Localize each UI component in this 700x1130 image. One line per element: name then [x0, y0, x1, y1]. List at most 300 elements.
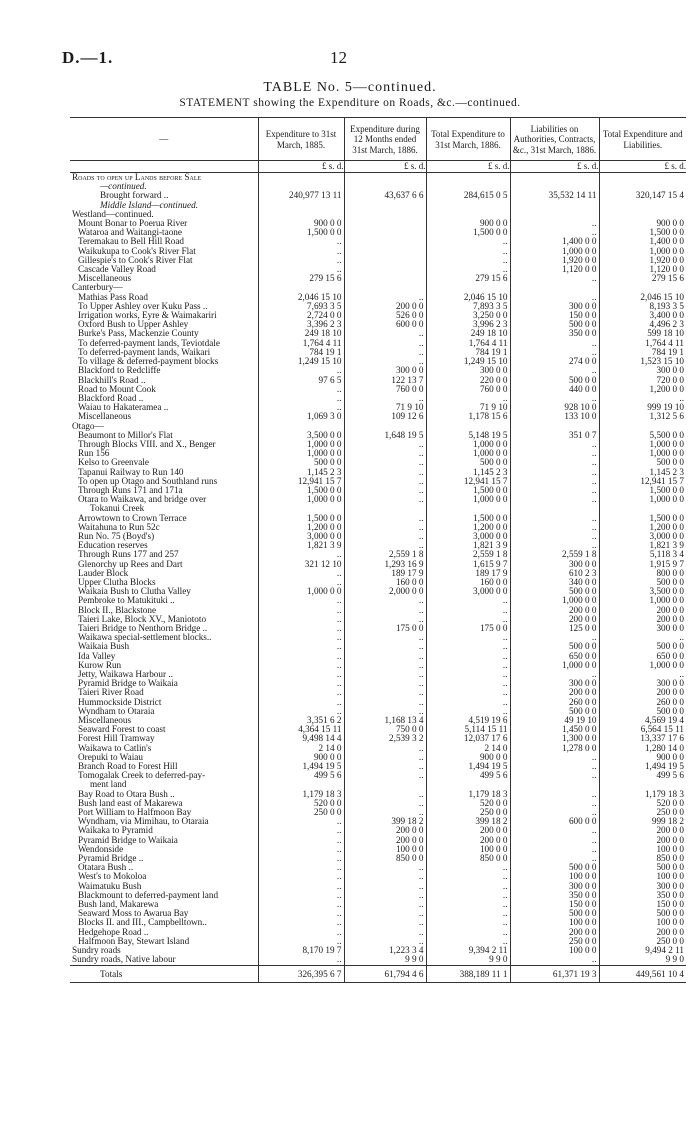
row-label: Pembroke to Matukituki .. — [78, 596, 175, 606]
value-cell: 122 13 7 — [344, 376, 426, 385]
value-cell: 1,494 19 5 — [599, 762, 686, 771]
value-cell: 500 0 0 — [510, 863, 599, 872]
row-label: Blackford to Redcliffe — [78, 366, 161, 376]
value-cell: 520 0 0 — [426, 799, 510, 808]
row-label: Blackford Road .. — [78, 393, 144, 403]
table-row — [70, 753, 686, 762]
value-cell: 399 18 2 — [344, 817, 426, 826]
row-label: Sundry roads — [72, 946, 121, 956]
table-row — [70, 348, 686, 357]
value-cell: .. — [344, 863, 426, 872]
value-cell: 1,069 3 0 — [258, 412, 344, 421]
table-row — [70, 182, 686, 191]
table-row — [70, 624, 686, 633]
value-cell — [258, 422, 344, 431]
value-cell: .. — [510, 762, 599, 771]
row-label: Middle Island—continued. — [100, 200, 198, 210]
value-cell: 109 12 6 — [344, 412, 426, 421]
value-cell: .. — [258, 707, 344, 716]
value-cell: .. — [426, 256, 510, 265]
value-cell: 1,300 0 0 — [510, 734, 599, 743]
value-cell — [426, 504, 510, 513]
row-label: Waikawa to Catlin's — [78, 743, 152, 753]
value-cell: 440 0 0 — [510, 385, 599, 394]
value-cell: 2,046 15 10 — [258, 293, 344, 302]
value-cell: 900 0 0 — [258, 219, 344, 228]
row-label: Run 156 — [78, 449, 110, 459]
row-label: Tapanui Railway to Run 140 — [78, 467, 184, 477]
row-label: To open up Otago and Southland runs — [78, 476, 218, 486]
value-cell: 3,500 0 0 — [258, 431, 344, 440]
value-cell: .. — [344, 679, 426, 688]
value-cell: 350 0 0 — [599, 891, 686, 900]
value-cell: .. — [510, 826, 599, 835]
table-row — [70, 790, 686, 799]
value-cell: 300 0 0 — [510, 679, 599, 688]
value-cell: 1,000 0 0 — [426, 495, 510, 504]
value-cell: .. — [510, 836, 599, 845]
table-row — [70, 569, 686, 578]
totals-label: Totals — [70, 965, 258, 982]
row-label: Wataroa and Waitangi-taone — [78, 228, 182, 238]
value-cell — [599, 504, 686, 513]
units-label: £ s. d. — [344, 161, 426, 173]
table-row — [70, 698, 686, 707]
value-cell: 35,532 14 11 — [510, 191, 599, 200]
value-cell: .. — [344, 661, 426, 670]
table-row — [70, 817, 686, 826]
value-cell: 1,000 0 0 — [599, 440, 686, 449]
row-label: Cascade Valley Road — [78, 265, 156, 275]
value-cell: 12,941 15 7 — [599, 477, 686, 486]
value-cell: 3,500 0 0 — [599, 587, 686, 596]
value-cell: 1,312 5 6 — [599, 412, 686, 421]
table-row — [70, 376, 686, 385]
value-cell: .. — [510, 845, 599, 854]
row-label: Port William to Halfmoon Bay — [78, 808, 192, 818]
value-cell: 350 0 0 — [510, 891, 599, 900]
row-label: Blocks II. and III., Campbelltown.. — [78, 918, 207, 928]
value-cell: 1,145 2 3 — [426, 468, 510, 477]
row-label: Otago— — [72, 421, 104, 431]
value-cell: 300 0 0 — [599, 679, 686, 688]
value-cell: .. — [426, 909, 510, 918]
value-cell: .. — [426, 928, 510, 937]
table-row — [70, 247, 686, 256]
table-row — [70, 688, 686, 697]
value-cell: 2,559 1 8 — [510, 550, 599, 559]
value-cell: 500 0 0 — [510, 587, 599, 596]
value-cell: .. — [426, 615, 510, 624]
page-header — [0, 48, 700, 78]
value-cell: 1,280 14 0 — [599, 744, 686, 753]
table-row — [70, 514, 686, 523]
value-cell — [426, 173, 510, 183]
totals-cell: 61,371 19 3 — [510, 965, 599, 982]
value-cell: 500 0 0 — [599, 458, 686, 467]
table-row — [70, 882, 686, 891]
value-cell: 500 0 0 — [599, 707, 686, 716]
value-cell: 1,179 18 3 — [258, 790, 344, 799]
value-cell: 200 0 0 — [599, 928, 686, 937]
value-cell: .. — [510, 458, 599, 467]
table-row — [70, 311, 686, 320]
column-header-row — [70, 118, 686, 161]
value-cell: .. — [258, 661, 344, 670]
column-header-expenditure-1885: Expenditure to 31st March, 1885. — [258, 118, 344, 161]
value-cell: 71 9 10 — [344, 403, 426, 412]
value-cell: .. — [258, 928, 344, 937]
value-cell — [599, 780, 686, 789]
row-label: Kelso to Greenvale — [78, 458, 149, 468]
row-label: Burke's Pass, Mackenzie County — [78, 329, 199, 339]
value-cell: .. — [426, 652, 510, 661]
value-cell: .. — [510, 228, 599, 237]
value-cell: 100 0 0 — [426, 845, 510, 854]
value-cell: 1,500 0 0 — [599, 228, 686, 237]
value-cell: 900 0 0 — [258, 753, 344, 762]
value-cell: .. — [344, 928, 426, 937]
value-cell: .. — [344, 606, 426, 615]
table-row — [70, 799, 686, 808]
value-cell: .. — [258, 642, 344, 651]
value-cell: 1,494 19 5 — [258, 762, 344, 771]
table-row — [70, 440, 686, 449]
column-header-liabilities: Liabilities on Authorities, Contracts, &c., 31st March, 1886. — [510, 118, 599, 161]
value-cell: 399 18 2 — [426, 817, 510, 826]
value-cell: 650 0 0 — [510, 652, 599, 661]
totals-cell: 326,395 6 7 — [258, 965, 344, 982]
value-cell: 500 0 0 — [258, 458, 344, 467]
table-row — [70, 458, 686, 467]
value-cell: .. — [426, 918, 510, 927]
value-cell: 160 0 0 — [344, 578, 426, 587]
value-cell: 1,179 18 3 — [426, 790, 510, 799]
value-cell: .. — [258, 845, 344, 854]
value-cell: 1,400 0 0 — [599, 237, 686, 246]
value-cell: .. — [426, 900, 510, 909]
value-cell: 850 0 0 — [344, 854, 426, 863]
value-cell: 1,145 2 3 — [258, 468, 344, 477]
value-cell: 13,337 17 6 — [599, 734, 686, 743]
value-cell: .. — [258, 918, 344, 927]
value-cell: 125 0 0 — [510, 624, 599, 633]
value-cell: 1,000 0 0 — [510, 661, 599, 670]
table-row — [70, 201, 686, 210]
value-cell: 900 0 0 — [426, 219, 510, 228]
value-cell: 1,223 3 4 — [344, 946, 426, 955]
table-row — [70, 587, 686, 596]
value-cell: .. — [258, 937, 344, 946]
value-cell: 1,200 0 0 — [599, 523, 686, 532]
value-cell: .. — [344, 486, 426, 495]
value-cell: 1,920 0 0 — [599, 256, 686, 265]
table-row — [70, 808, 686, 817]
row-label: Through Runs 171 and 171a — [78, 485, 183, 495]
value-cell: .. — [258, 578, 344, 587]
value-cell: .. — [426, 265, 510, 274]
value-cell: .. — [599, 670, 686, 679]
value-cell: .. — [344, 357, 426, 366]
totals-cell: 61,794 4 6 — [344, 965, 426, 982]
value-cell: 200 0 0 — [599, 836, 686, 845]
value-cell: 1,523 15 10 — [599, 357, 686, 366]
value-cell: 8,170 19 7 — [258, 946, 344, 955]
value-cell: 300 0 0 — [510, 302, 599, 311]
table-row — [70, 468, 686, 477]
value-cell: .. — [344, 293, 426, 302]
expenditure-table-container — [70, 117, 686, 983]
value-cell: 3,396 2 3 — [258, 320, 344, 329]
value-cell: .. — [510, 532, 599, 541]
row-label: Sundry roads, Native labour — [72, 955, 176, 965]
value-cell: .. — [258, 366, 344, 375]
table-row — [70, 431, 686, 440]
value-cell: 189 17 9 — [344, 569, 426, 578]
value-cell: .. — [344, 596, 426, 605]
value-cell: .. — [344, 329, 426, 338]
value-cell — [258, 283, 344, 292]
value-cell: .. — [344, 495, 426, 504]
row-label: Tomogalak Creek to deferred-pay- — [78, 771, 206, 781]
table-row — [70, 707, 686, 716]
row-label: Roads to open up Lands before Sale — [72, 172, 202, 183]
value-cell — [510, 422, 599, 431]
column-header-total-and-liabilities: Total Expenditure and Liabilities. — [599, 118, 686, 161]
value-cell: 200 0 0 — [599, 826, 686, 835]
value-cell: .. — [510, 274, 599, 283]
value-cell: 300 0 0 — [426, 366, 510, 375]
value-cell: .. — [510, 219, 599, 228]
row-label: Miscellaneous — [78, 716, 132, 726]
value-cell: 1,450 0 0 — [510, 725, 599, 734]
value-cell: 850 0 0 — [599, 854, 686, 863]
value-cell — [344, 210, 426, 219]
value-cell: 520 0 0 — [258, 799, 344, 808]
value-cell: .. — [258, 817, 344, 826]
value-cell: 500 0 0 — [599, 578, 686, 587]
value-cell — [510, 201, 599, 210]
value-cell: 1,000 0 0 — [258, 495, 344, 504]
value-cell — [599, 210, 686, 219]
value-cell: 2 14 0 — [426, 744, 510, 753]
row-label: Miscellaneous — [78, 412, 132, 422]
row-label: Beaumont to Millor's Flat — [78, 430, 173, 440]
value-cell: 2,046 15 10 — [599, 293, 686, 302]
value-cell: .. — [426, 596, 510, 605]
row-label: Otara to Waikawa, and bridge over — [78, 495, 207, 505]
row-label: Kurow Run — [78, 660, 122, 670]
value-cell: .. — [426, 606, 510, 615]
value-cell — [258, 504, 344, 513]
table-row — [70, 826, 686, 835]
value-cell: 9 9 0 — [344, 955, 426, 965]
value-cell: .. — [258, 237, 344, 246]
value-cell: .. — [258, 633, 344, 642]
value-cell — [599, 422, 686, 431]
value-cell: 499 5 6 — [599, 771, 686, 780]
row-label: Pyramid Bridge to Waikaia — [78, 835, 178, 845]
table-row — [70, 504, 686, 513]
value-cell — [344, 256, 426, 265]
value-cell: .. — [344, 753, 426, 762]
value-cell: 1,764 4 11 — [426, 339, 510, 348]
value-cell: .. — [258, 624, 344, 633]
value-cell: 3,000 0 0 — [258, 532, 344, 541]
table-row — [70, 339, 686, 348]
value-cell — [426, 422, 510, 431]
value-cell: 1,120 0 0 — [510, 265, 599, 274]
table-row — [70, 937, 686, 946]
value-cell: 100 0 0 — [510, 918, 599, 927]
row-label: Blackmount to deferred-payment land — [78, 890, 219, 900]
value-cell: .. — [344, 771, 426, 780]
table-row — [70, 256, 686, 265]
value-cell: 900 0 0 — [599, 753, 686, 762]
value-cell — [426, 182, 510, 191]
value-cell: 3,000 0 0 — [426, 532, 510, 541]
totals-cell: 388,189 11 1 — [426, 965, 510, 982]
value-cell: .. — [344, 918, 426, 927]
value-cell: 1,249 15 10 — [258, 357, 344, 366]
row-label: Waikawa special-settlement blocks.. — [78, 633, 212, 643]
value-cell: 250 0 0 — [599, 808, 686, 817]
table-row — [70, 762, 686, 771]
value-cell: .. — [510, 394, 599, 403]
row-label: Blackhill's Road .. — [78, 375, 146, 385]
value-cell: .. — [258, 265, 344, 274]
value-cell: 300 0 0 — [510, 882, 599, 891]
value-cell: 279 15 6 — [426, 274, 510, 283]
row-label: Upper Clutha Blocks — [78, 577, 156, 587]
row-label: Gillespie's to Cook's River Flat — [78, 255, 193, 265]
table-row — [70, 734, 686, 743]
row-label: Miscellaneous — [78, 274, 132, 284]
value-cell: 600 0 0 — [510, 817, 599, 826]
units-label: £ s. d. — [599, 161, 686, 173]
value-cell: 1,500 0 0 — [426, 228, 510, 237]
value-cell: 499 5 6 — [258, 771, 344, 780]
value-cell: 1,400 0 0 — [510, 237, 599, 246]
statement-heading: STATEMENT showing the Expenditure on Roads, &c.—continued. — [179, 97, 521, 109]
value-cell — [510, 173, 599, 183]
value-cell — [344, 780, 426, 789]
value-cell: 71 9 10 — [426, 403, 510, 412]
value-cell: 500 0 0 — [426, 458, 510, 467]
value-cell — [344, 504, 426, 513]
table-row — [70, 900, 686, 909]
value-cell — [426, 283, 510, 292]
value-cell: 9,498 14 4 — [258, 734, 344, 743]
row-label: —continued. — [100, 182, 147, 192]
row-label: Hedgehope Road .. — [78, 927, 149, 937]
value-cell: .. — [510, 366, 599, 375]
value-cell: 2,046 15 10 — [426, 293, 510, 302]
value-cell: 260 0 0 — [599, 698, 686, 707]
value-cell: 2 14 0 — [258, 744, 344, 753]
value-cell: .. — [510, 790, 599, 799]
value-cell: .. — [510, 854, 599, 863]
value-cell: .. — [426, 688, 510, 697]
value-cell: 784 19 1 — [258, 348, 344, 357]
table-row — [70, 909, 686, 918]
value-cell: 599 18 10 — [599, 329, 686, 338]
row-label: To deferred-payment lands, Teviotdale — [78, 338, 220, 348]
value-cell: 1,500 0 0 — [258, 486, 344, 495]
value-cell: 784 19 1 — [426, 348, 510, 357]
value-cell — [599, 201, 686, 210]
value-cell — [344, 265, 426, 274]
value-cell: 250 0 0 — [510, 937, 599, 946]
row-label: To Upper Ashley over Kuku Pass .. — [78, 301, 208, 311]
table-row — [70, 716, 686, 725]
value-cell: 250 0 0 — [599, 937, 686, 946]
value-cell — [599, 283, 686, 292]
value-cell: .. — [510, 449, 599, 458]
value-cell: 1,500 0 0 — [599, 486, 686, 495]
value-cell: 5,148 19 5 — [426, 431, 510, 440]
table-row — [70, 891, 686, 900]
row-label: Pyramid Bridge to Waikaia — [78, 679, 178, 689]
value-cell: 1,000 0 0 — [510, 247, 599, 256]
value-cell: 784 19 1 — [599, 348, 686, 357]
value-cell: .. — [258, 872, 344, 881]
value-cell: 100 0 0 — [344, 845, 426, 854]
value-cell: 1,200 0 0 — [599, 385, 686, 394]
value-cell — [510, 182, 599, 191]
value-cell: .. — [258, 679, 344, 688]
value-cell: 300 0 0 — [599, 366, 686, 375]
table-row — [70, 523, 686, 532]
value-cell — [258, 780, 344, 789]
row-label: Waitahuna to Run 52c — [78, 522, 160, 532]
value-cell: 1,000 0 0 — [599, 449, 686, 458]
value-cell: 500 0 0 — [599, 642, 686, 651]
value-cell: .. — [344, 808, 426, 817]
value-cell: 1,920 0 0 — [510, 256, 599, 265]
row-label: Branch Road to Forest Hill — [78, 762, 178, 772]
table-row — [70, 845, 686, 854]
value-cell: 240,977 13 11 — [258, 191, 344, 200]
value-cell: .. — [344, 688, 426, 697]
value-cell: .. — [510, 440, 599, 449]
value-cell: 4,569 19 4 — [599, 716, 686, 725]
value-cell: 3,996 2 3 — [426, 320, 510, 329]
value-cell: 200 0 0 — [510, 928, 599, 937]
table-row — [70, 293, 686, 302]
value-cell: 1,821 3 9 — [599, 541, 686, 550]
value-cell: 1,000 0 0 — [258, 449, 344, 458]
value-cell: .. — [344, 937, 426, 946]
value-cell: 1,200 0 0 — [426, 523, 510, 532]
value-cell: 1,000 0 0 — [599, 247, 686, 256]
value-cell: 249 18 10 — [426, 329, 510, 338]
value-cell: 100 0 0 — [510, 872, 599, 881]
row-label: Waikaia Bush to Clutha Valley — [78, 587, 191, 597]
table-row — [70, 486, 686, 495]
table-row — [70, 274, 686, 283]
table-row — [70, 780, 686, 789]
value-cell: 100 0 0 — [599, 845, 686, 854]
value-cell: .. — [344, 698, 426, 707]
value-cell: .. — [426, 707, 510, 716]
value-cell: .. — [258, 826, 344, 835]
table-row — [70, 615, 686, 624]
row-label: Taieri Bridge to Nenthorn Bridge .. — [78, 623, 208, 633]
table-row — [70, 265, 686, 274]
table-row — [70, 237, 686, 246]
value-cell: 274 0 0 — [510, 357, 599, 366]
